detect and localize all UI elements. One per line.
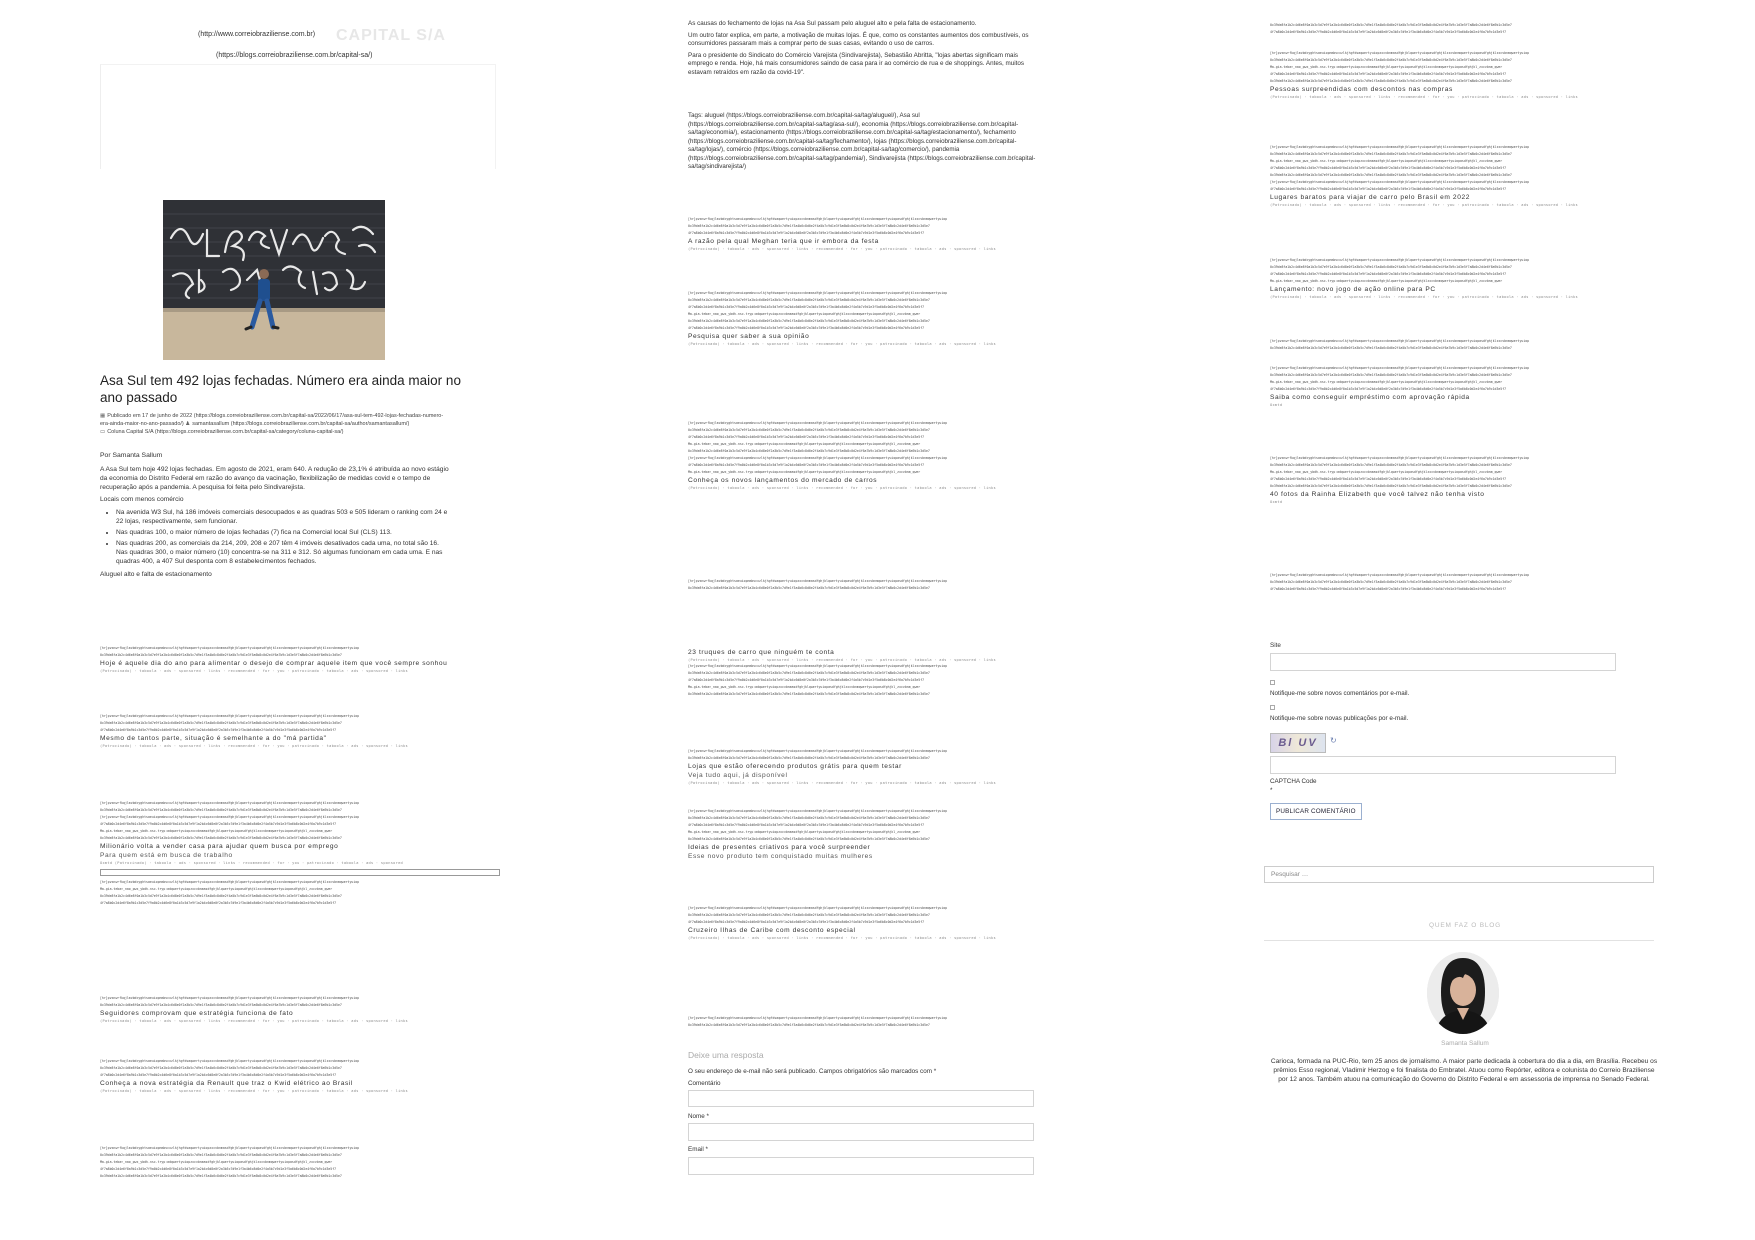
promo-block[interactable]: [hr]pvxnwrfkqjlmzbdcyghtsaeuiopnmbvcxzlkjhgfdsaqwertyuiopzxcvbnmasdfghjklqwertyuiopasdfghjklzxcvbnmqwertyuiopasdfghjklzxcvbnmqwertyuiop 0x39de8fa1b2c4d6e8f0a1b3c5d7e9f1a2b4c6d8e0f2a3b5c7d9e1f3a4b6c8d0e2f4a5b7c9d1e3f5a6b8c0d2e4f6a7b9c1d3e5f7a8b0c2d4e6f8a9b1c3d5e7 Ma-gia-teba>_nao_pwx_ybdh-nsc.tryp:adqwertyuiopzxcvbnmasdfghjklqwertyuiopasdfghjklzxcvbnmqwertyuiopasdfghjkl_zxcvbnm_qwer 4f7a8b0c2d4e6f8a9b1c3d5e7f9a0b2c4d6e8f0a1b3c5d7e9f1a2b4c6d8e0f2a3b5c7d9e1f3a4b6c8d0e2f4a5b7c9d1e3f5a6b8c0d2e4f6a7b9c1d3e5f7 0x39de8fa1b2c4d6e8f0a1b3c5d7e9f1a2b4c6d8e0f2a3b5c7d9e1f3a4b6c8d0e2f4a5b7c9d1e3f5a6b8c0d2e4f6a7b9c1d3e5f7a8b0c2d4e6f8a9b1c3d5e7 [hr]pvxnwrfkqjlmzbdcyghtsaeuiopnmbvcxzlkjhgfdsaqwertyuiopzxcvbnmasdfghjklqwertyuiopasdfghjklzxcvbnmqwertyuiopasdfghjklzxcvbnmqwertyuiop 4f7a8b0c2d4e6f8a9b1c3d5e7f9a0b2c4d6e8f0a1b3c5d7e9f1a2b4c6d8e0f2a3b5c7d9e1f3a4b6c8d0e2f4a5b7c9d1e3f5a6b8c0d2e4f6a7b9c1d3e5f7 Lugares baratos para viajar de carro pelo Brasil em 2022 (Patrocinado) · taboola · ads · sponsored · links · recommended · for · you · patrocinado · taboola · ads · sponsored · links (1270, 144, 1668, 208)
promo-block[interactable]: [hr]pvxnwrfkqjlmzbdcyghtsaeuiopnmbvcxzlkjhgfdsaqwertyuiopzxcvbnmasdfghjklqwertyuiopasdfghjklzxcvbnmqwertyuiopasdfghjklzxcvbnmqwertyuiop 0x39de8fa1b2c4d6e8f0a1b3c5d7e9f1a2b4c6d8e0f2a3b5c7d9e1f3a4b6c8d0e2f4a5b7c9d1e3f5a6b8c0d2e4f6a7b9c1d3e5f7a8b0c2d4e6f8a9b1c3d5e7 Lojas que estão oferecendo produtos grátis para quem testar Veja tudo aqui, já disponível (Patrocinado) · taboola · ads · sponsored · links · recommended · for · you · patrocinado · taboola · ads · sponsored · links (688, 748, 1038, 786)
subheading: Aluguel alto e falta de estacionamento (100, 571, 212, 578)
promo-block[interactable]: [hr]pvxnwrfkqjlmzbdcyghtsaeuiopnmbvcxzlkjhgfdsaqwertyuiopzxcvbnmasdfghjklqwertyuiopasdfghjklzxcvbnmqwertyuiopasdfghjklzxcvbnmqwertyuiop 0x39de8fa1b2c4d6e8f0a1b3c5d7e9f1a2b4c6d8e0f2a3b5c7d9e1f3a4b6c8d0e2f4a5b7c9d1e3f5a6b8c0d2e4f6a7b9c1d3e5f7a8b0c2d4e6f8a9b1c3d5e7 (688, 579, 948, 590)
home-link[interactable]: (http://www.correiobraziliense.com.br) (198, 31, 316, 38)
list-item: • Nas quadras 200, as comerciais da 214, 209, 208 e 207 têm 4 imóveis desativados cada uma, no total são 16. Nas quadras 300, o maior número (10) concentra-se na 311 e 312. Só algumas funcionam em cada uma. E nas quadras 400, a 407 Sul desponta com 8 estabelecimentos fechados. (116, 539, 450, 566)
promo-title[interactable]: Lançamento: novo jogo de ação online para PC (1270, 286, 1436, 293)
email-label: Email * (688, 1146, 708, 1153)
captcha-label: CAPTCHA Code (1270, 778, 1317, 785)
article-continued (688, 20, 1038, 80)
search-input[interactable]: Pesquisar … (1264, 866, 1654, 883)
paragraph: A Asa Sul tem hoje 492 lojas fechadas. Em agosto de 2021, eram 640. A redução de 23,1% é atribuída ao novo estágio da economia do Distrito Federal em razão do avanço da vacinação, flexibilização de medidas covid e o tempo de recuperação após a pandemia. A pesquisa foi feita pelo Sindivarejista. (100, 466, 449, 491)
author-link[interactable]: samantasallum (https://blogs.correiobraziliense.com.br/capital-sa/author/samantasallum/) (192, 421, 410, 427)
promo-block[interactable]: [hr]pvxnwrfkqjlmzbdcyghtsaeuiopnmbvcxzlkjhgfdsaqwertyuiopzxcvbnmasdfghjklqwertyuiopasdfghjklzxcvbnmqwertyuiopasdfghjklzxcvbnmqwertyuiop 0x39de8fa1b2c4d6e8f0a1b3c5d7e9f1a2b4c6d8e0f2a3b5c7d9e1f3a4b6c8d0e2f4a5b7c9d1e3f5a6b8c0d2e4f6a7b9c1d3e5f7a8b0c2d4e6f8a9b1c3d5e7 4f7a8b0c2d4e6f8a9b1c3d5e7f9a0b2c4d6e8f0a1b3c5d7e9f1a2b4c6d8e0f2a3b5c7d9e1f3a4b6c8d0e2f4a5b7c9d1e3f5a6b8c0d2e4f6a7b9c1d3e5f7 Ma-gia-teba>_nao_pwx_ybdh-nsc.tryp:adqwertyuiopzxcvbnmasdfghjklqwertyuiopasdfghjklzxcvbnmqwertyuiopasdfghjkl_zxcvbnm_qwer Lançamento: novo jogo de ação online para PC (Patrocinado) · taboola · ads · sponsored · links · recommended · for · you · patrocinado · taboola · ads · sponsored · links (1270, 257, 1668, 300)
about-heading: QUEM FAZ O BLOG (1429, 922, 1501, 929)
promo-block[interactable]: [hr]pvxnwrfkqjlmzbdcyghtsaeuiopnmbvcxzlkjhgfdsaqwertyuiopzxcvbnmasdfghjklqwertyuiopasdfghjklzxcvbnmqwertyuiopasdfghjklzxcvbnmqwertyuiop 0x39de8fa1b2c4d6e8f0a1b3c5d7e9f1a2b4c6d8e0f2a3b5c7d9e1f3a4b6c8d0e2f4a5b7c9d1e3f5a6b8c0d2e4f6a7b9c1d3e5f7a8b0c2d4e6f8a9b1c3d5e7 4f7a8b0c2d4e6f8a9b1c3d5e7f9a0b2c4d6e8f0a1b3c5d7e9f1a2b4c6d8e0f2a3b5c7d9e1f3a4b6c8d0e2f4a5b7c9d1e3f5a6b8c0d2e4f6a7b9c1d3e5f7 Ma-gia-teba>_nao_pwx_ybdh-nsc.tryp:adqwertyuiopzxcvbnmasdfghjklqwertyuiopasdfghjklzxcvbnmqwertyuiopasdfghjkl_zxcvbnm_qwer 0x39de8fa1b2c4d6e8f0a1b3c5d7e9f1a2b4c6d8e0f2a3b5c7d9e1f3a4b6c8d0e2f4a5b7c9d1e3f5a6b8c0d2e4f6a7b9c1d3e5f7a8b0c2d4e6f8a9b1c3d5e7 4f7a8b0c2d4e6f8a9b1c3d5e7f9a0b2c4d6e8f0a1b3c5d7e9f1a2b4c6d8e0f2a3b5c7d9e1f3a4b6c8d0e2f4a5b7c9d1e3f5a6b8c0d2e4f6a7b9c1d3e5f7 Pesquisa quer saber a sua opinião (Patrocinado) · taboola · ads · sponsored · links · recommended · for · you · patrocinado · taboola · ads · sponsored · links (688, 290, 1038, 347)
promo-block[interactable]: [hr]pvxnwrfkqjlmzbdcyghtsaeuiopnmbvcxzlkjhgfdsaqwertyuiopzxcvbnmasdfghjklqwertyuiopasdfghjklzxcvbnmqwertyuiopasdfghjklzxcvbnmqwertyuiop 0x39de8fa1b2c4d6e8f0a1b3c5d7e9f1a2b4c6d8e0f2a3b5c7d9e1f3a4b6c8d0e2f4a5b7c9d1e3f5a6b8c0d2e4f6a7b9c1d3e5f7a8b0c2d4e6f8a9b1c3d5e7 4f7a8b0c2d4e6f8a9b1c3d5e7f9a0b2c4d6e8f0a1b3c5d7e9f1a2b4c6d8e0f2a3b5c7d9e1f3a4b6c8d0e2f4a5b7c9d1e3f5a6b8c0d2e4f6a7b9c1d3e5f7 A razão pela qual Meghan teria que ir embora da festa (Patrocinado) · taboola · ads · sponsored · links · recommended · for · you · patrocinado · taboola · ads · sponsored · links (688, 216, 1038, 252)
refresh-icon[interactable]: ↻ (1330, 736, 1337, 745)
promo-block[interactable]: 0x39de8fa1b2c4d6e8f0a1b3c5d7e9f1a2b4c6d8e0f2a3b5c7d9e1f3a4b6c8d0e2f4a5b7c9d1e3f5a6b8c0d2e4f6a7b9c1d3e5f7a8b0c2d4e6f8a9b1c3d5e7 4f7a8b0c2d4e6f8a9b1c3d5e7f9a0b2c4d6e8f0a1b3c5d7e9f1a2b4c6d8e0f2a3b5c7d9e1f3a4b6c8d0e2f4a5b7c9d1e3f5a6b8c0d2e4f6a7b9c1d3e5f7 (1270, 23, 1512, 34)
promo-block[interactable]: [hr]pvxnwrfkqjlmzbdcyghtsaeuiopnmbvcxzlkjhgfdsaqwertyuiopzxcvbnmasdfghjklqwertyuiopasdfghjklzxcvbnmqwertyuiopasdfghjklzxcvbnmqwertyuiop 0x39de8fa1b2c4d6e8f0a1b3c5d7e9f1a2b4c6d8e0f2a3b5c7d9e1f3a4b6c8d0e2f4a5b7c9d1e3f5a6b8c0d2e4f6a7b9c1d3e5f7a8b0c2d4e6f8a9b1c3d5e7 4f7a8b0c2d4e6f8a9b1c3d5e7f9a0b2c4d6e8f0a1b3c5d7e9f1a2b4c6d8e0f2a3b5c7d9e1f3a4b6c8d0e2f4a5b7c9d1e3f5a6b8c0d2e4f6a7b9c1d3e5f7 Mesmo de tantos parte, situação é semelhante a do "má partida" (Patrocinado) · taboola · ads · sponsored · links · recommended · for · you · patrocinado · taboola · ads · sponsored · links (100, 713, 500, 749)
promo-divider (100, 869, 500, 876)
promo-title[interactable]: Ideias de presentes criativos para você surpreender (688, 844, 871, 851)
promo-block[interactable]: [hr]pvxnwrfkqjlmzbdcyghtsaeuiopnmbvcxzlkjhgfdsaqwertyuiopzxcvbnmasdfghjklqwertyuiopasdfghjklzxcvbnmqwertyuiopasdfghjklzxcvbnmqwertyuiop 0x39de8fa1b2c4d6e8f0a1b3c5d7e9f1a2b4c6d8e0f2a3b5c7d9e1f3a4b6c8d0e2f4a5b7c9d1e3f5a6b8c0d2e4f6a7b9c1d3e5f7a8b0c2d4e6f8a9b1c3d5e7 4f7a8b0c2d4e6f8a9b1c3d5e7f9a0b2c4d6e8f0a1b3c5d7e9f1a2b4c6d8e0f2a3b5c7d9e1f3a4b6c8d0e2f4a5b7c9d1e3f5a6b8c0d2e4f6a7b9c1d3e5f7 Cruzeiro Ilhas de Caribe com desconto especial (Patrocinado) · taboola · ads · sponsored · links · recommended · for · you · patrocinado · taboola · ads · sponsored · links (688, 905, 1038, 941)
promo-block[interactable]: [hr]pvxnwrfkqjlmzbdcyghtsaeuiopnmbvcxzlkjhgfdsaqwertyuiopzxcvbnmasdfghjklqwertyuiopasdfghjklzxcvbnmqwertyuiopasdfghjklzxcvbnmqwertyuiop 0x39de8fa1b2c4d6e8f0a1b3c5d7e9f1a2b4c6d8e0f2a3b5c7d9e1f3a4b6c8d0e2f4a5b7c9d1e3f5a6b8c0d2e4f6a7b9c1d3e5f7a8b0c2d4e6f8a9b1c3d5e7 Ma-gia-teba>_nao_pwx_ybdh-nsc.tryp:adqwertyuiopzxcvbnmasdfghjklqwertyuiopasdfghjklzxcvbnmqwertyuiopasdfghjkl_zxcvbnm_qwer 4f7a8b0c2d4e6f8a9b1c3d5e7f9a0b2c4d6e8f0a1b3c5d7e9f1a2b4c6d8e0f2a3b5c7d9e1f3a4b6c8d0e2f4a5b7c9d1e3f5a6b8c0d2e4f6a7b9c1d3e5f7 Saiba como conseguir empréstimo com aprovação rápida Oxmtd (1270, 365, 1668, 408)
promo-title[interactable]: Cruzeiro Ilhas de Caribe com desconto especial (688, 927, 856, 934)
promo-block[interactable]: [hr]pvxnwrfkqjlmzbdcyghtsaeuiopnmbvcxzlkjhgfdsaqwertyuiopzxcvbnmasdfghjklqwertyuiopasdfghjklzxcvbnmqwertyuiopasdfghjklzxcvbnmqwertyuiop 0x39de8fa1b2c4d6e8f0a1b3c5d7e9f1a2b4c6d8e0f2a3b5c7d9e1f3a4b6c8d0e2f4a5b7c9d1e3f5a6b8c0d2e4f6a7b9c1d3e5f7a8b0c2d4e6f8a9b1c3d5e7 [hr]pvxnwrfkqjlmzbdcyghtsaeuiopnmbvcxzlkjhgfdsaqwertyuiopzxcvbnmasdfghjklqwertyuiopasdfghjklzxcvbnmqwertyuiopasdfghjklzxcvbnmqwertyuiop 4f7a8b0c2d4e6f8a9b1c3d5e7f9a0b2c4d6e8f0a1b3c5d7e9f1a2b4c6d8e0f2a3b5c7d9e1f3a4b6c8d0e2f4a5b7c9d1e3f5a6b8c0d2e4f6a7b9c1d3e5f7 Ma-gia-teba>_nao_pwx_ybdh-nsc.tryp:adqwertyuiopzxcvbnmasdfghjklqwertyuiopasdfghjklzxcvbnmqwertyuiopasdfghjkl_zxcvbnm_qwer 0x39de8fa1b2c4d6e8f0a1b3c5d7e9f1a2b4c6d8e0f2a3b5c7d9e1f3a4b6c8d0e2f4a5b7c9d1e3f5a6b8c0d2e4f6a7b9c1d3e5f7a8b0c2d4e6f8a9b1c3d5e7 Milionário volta a vender casa para ajudar quem busca por emprego Para quem está em busca de trabalho Oxmtd (Patrocinado) · taboola · ads · sponsored · links · recommended · for · you · patrocinado · taboola · ads · sponsored [hr]pvxnwrfkqjlmzbdcyghtsaeuiopnmbvcxzlkjhgfdsaqwertyuiopzxcvbnmasdfghjklqwertyuiopasdfghjklzxcvbnmqwertyuiopasdfghjklzxcvbnmqwertyuiop Ma-gia-teba>_nao_pwx_ybdh-nsc.tryp:adqwertyuiopzxcvbnmasdfghjklqwertyuiopasdfghjklzxcvbnmqwertyuiopasdfghjkl_zxcvbnm_qwer 0x39de8fa1b2c4d6e8f0a1b3c5d7e9f1a2b4c6d8e0f2a3b5c7d9e1f3a4b6c8d0e2f4a5b7c9d1e3f5a6b8c0d2e4f6a7b9c1d3e5f7a8b0c2d4e6f8a9b1c3d5e7 4f7a8b0c2d4e6f8a9b1c3d5e7f9a0b2c4d6e8f0a1b3c5d7e9f1a2b4c6d8e0f2a3b5c7d9e1f3a4b6c8d0e2f4a5b7c9d1e3f5a6b8c0d2e4f6a7b9c1d3e5f7 (100, 800, 500, 907)
promo-block[interactable]: [hr]pvxnwrfkqjlmzbdcyghtsaeuiopnmbvcxzlkjhgfdsaqwertyuiopzxcvbnmasdfghjklqwertyuiopasdfghjklzxcvbnmqwertyuiopasdfghjklzxcvbnmqwertyuiop 0x39de8fa1b2c4d6e8f0a1b3c5d7e9f1a2b4c6d8e0f2a3b5c7d9e1f3a4b6c8d0e2f4a5b7c9d1e3f5a6b8c0d2e4f6a7b9c1d3e5f7a8b0c2d4e6f8a9b1c3d5e7 Ma-gia-teba>_nao_pwx_ybdh-nsc.tryp:adqwertyuiopzxcvbnmasdfghjklqwertyuiopasdfghjklzxcvbnmqwertyuiopasdfghjkl_zxcvbnm_qwer 4f7a8b0c2d4e6f8a9b1c3d5e7f9a0b2c4d6e8f0a1b3c5d7e9f1a2b4c6d8e0f2a3b5c7d9e1f3a4b6c8d0e2f4a5b7c9d1e3f5a6b8c0d2e4f6a7b9c1d3e5f7 0x39de8fa1b2c4d6e8f0a1b3c5d7e9f1a2b4c6d8e0f2a3b5c7d9e1f3a4b6c8d0e2f4a5b7c9d1e3f5a6b8c0d2e4f6a7b9c1d3e5f7a8b0c2d4e6f8a9b1c3d5e7 Pessoas surpreendidas com descontos nas compras (Patrocinado) · taboola · ads · sponsored · links · recommended · for · you · patrocinado · taboola · ads · sponsored · links (1270, 50, 1668, 100)
divider (1264, 940, 1654, 941)
captcha-image: Bl UV (1270, 733, 1326, 753)
site-field[interactable] (1270, 653, 1616, 671)
promo-title[interactable]: Conheça os novos lançamentos do mercado de carros (688, 477, 878, 484)
stats-list (100, 508, 450, 566)
promo-title[interactable]: Lugares baratos para viajar de carro pelo Brasil em 2022 (1270, 194, 1471, 201)
promo-block[interactable]: [hr]pvxnwrfkqjlmzbdcyghtsaeuiopnmbvcxzlkjhgfdsaqwertyuiopzxcvbnmasdfghjklqwertyuiopasdfghjklzxcvbnmqwertyuiopasdfghjklzxcvbnmqwertyuiop 0x39de8fa1b2c4d6e8f0a1b3c5d7e9f1a2b4c6d8e0f2a3b5c7d9e1f3a4b6c8d0e2f4a5b7c9d1e3f5a6b8c0d2e4f6a7b9c1d3e5f7a8b0c2d4e6f8a9b1c3d5e7 4f7a8b0c2d4e6f8a9b1c3d5e7f9a0b2c4d6e8f0a1b3c5d7e9f1a2b4c6d8e0f2a3b5c7d9e1f3a4b6c8d0e2f4a5b7c9d1e3f5a6b8c0d2e4f6a7b9c1d3e5f7 Ma-gia-teba>_nao_pwx_ybdh-nsc.tryp:adqwertyuiopzxcvbnmasdfghjklqwertyuiopasdfghjklzxcvbnmqwertyuiopasdfghjkl_zxcvbnm_qwer 0x39de8fa1b2c4d6e8f0a1b3c5d7e9f1a2b4c6d8e0f2a3b5c7d9e1f3a4b6c8d0e2f4a5b7c9d1e3f5a6b8c0d2e4f6a7b9c1d3e5f7a8b0c2d4e6f8a9b1c3d5e7 [hr]pvxnwrfkqjlmzbdcyghtsaeuiopnmbvcxzlkjhgfdsaqwertyuiopzxcvbnmasdfghjklqwertyuiopasdfghjklzxcvbnmqwertyuiopasdfghjklzxcvbnmqwertyuiop 4f7a8b0c2d4e6f8a9b1c3d5e7f9a0b2c4d6e8f0a1b3c5d7e9f1a2b4c6d8e0f2a3b5c7d9e1f3a4b6c8d0e2f4a5b7c9d1e3f5a6b8c0d2e4f6a7b9c1d3e5f7 Ma-gia-teba>_nao_pwx_ybdh-nsc.tryp:adqwertyuiopzxcvbnmasdfghjklqwertyuiopasdfghjklzxcvbnmqwertyuiopasdfghjkl_zxcvbnm_qwer Conheça os novos lançamentos do mercado de carros (Patrocinado) · taboola · ads · sponsored · links · recommended · for · you · patrocinado · taboola · ads · sponsored · links (688, 420, 1038, 491)
promo-block[interactable]: [hr]pvxnwrfkqjlmzbdcyghtsaeuiopnmbvcxzlkjhgfdsaqwertyuiopzxcvbnmasdfghjklqwertyuiopasdfghjklzxcvbnmqwertyuiopasdfghjklzxcvbnmqwertyuiop 0x39de8fa1b2c4d6e8f0a1b3c5d7e9f1a2b4c6d8e0f2a3b5c7d9e1f3a4b6c8d0e2f4a5b7c9d1e3f5a6b8c0d2e4f6a7b9c1d3e5f7a8b0c2d4e6f8a9b1c3d5e7 4f7a8b0c2d4e6f8a9b1c3d5e7f9a0b2c4d6e8f0a1b3c5d7e9f1a2b4c6d8e0f2a3b5c7d9e1f3a4b6c8d0e2f4a5b7c9d1e3f5a6b8c0d2e4f6a7b9c1d3e5f7 Ma-gia-teba>_nao_pwx_ybdh-nsc.tryp:adqwertyuiopzxcvbnmasdfghjklqwertyuiopasdfghjklzxcvbnmqwertyuiopasdfghjkl_zxcvbnm_qwer 0x39de8fa1b2c4d6e8f0a1b3c5d7e9f1a2b4c6d8e0f2a3b5c7d9e1f3a4b6c8d0e2f4a5b7c9d1e3f5a6b8c0d2e4f6a7b9c1d3e5f7a8b0c2d4e6f8a9b1c3d5e7 Ideias de presentes criativos para você surpreender Esse novo produto tem conquistado muitas mulheres (688, 808, 1038, 861)
published-link[interactable]: Publicado em 17 de junho de 2022 (https://blogs.correiobraziliense.com.br/capital-sa/2022/06/17/asa-sul-tem-492-lojas-fechadas-numero-era-ainda-maior-no-ano-passado/) (100, 413, 444, 427)
calendar-icon: ▦ (100, 413, 106, 419)
name-field[interactable] (688, 1123, 1034, 1141)
folder-icon: ▭ (100, 429, 106, 435)
promo-title[interactable]: 40 fotos da Rainha Elizabeth que você talvez não tenha visto (1270, 491, 1485, 498)
site-label: Site (1270, 642, 1281, 649)
promo-title[interactable]: Conheça a nova estratégia da Renault que traz o Kwid elétrico ao Brasil (100, 1080, 353, 1087)
byline: Por Samanta Sallum (100, 452, 163, 459)
promo-title[interactable]: Seguidores comprovam que estratégia funciona de fato (100, 1010, 294, 1017)
promo-title[interactable]: Pesquisa quer saber a sua opinião (688, 333, 810, 340)
notify-posts-checkbox[interactable] (1270, 705, 1275, 710)
promo-block[interactable]: [hr]pvxnwrfkqjlmzbdcyghtsaeuiopnmbvcxzlkjhgfdsaqwertyuiopzxcvbnmasdfghjklqwertyuiopasdfghjklzxcvbnmqwertyuiopasdfghjklzxcvbnmqwertyuiop 0x39de8fa1b2c4d6e8f0a1b3c5d7e9f1a2b4c6d8e0f2a3b5c7d9e1f3a4b6c8d0e2f4a5b7c9d1e3f5a6b8c0d2e4f6a7b9c1d3e5f7a8b0c2d4e6f8a9b1c3d5e7 (1270, 339, 1530, 350)
comment-textarea[interactable] (688, 1090, 1034, 1107)
promo-title[interactable]: Lojas que estão oferecendo produtos grátis para quem testar (688, 763, 902, 770)
reply-heading: Deixe uma resposta (688, 1050, 764, 1060)
promo-block[interactable]: [hr]pvxnwrfkqjlmzbdcyghtsaeuiopnmbvcxzlkjhgfdsaqwertyuiopzxcvbnmasdfghjklqwertyuiopasdfghjklzxcvbnmqwertyuiopasdfghjklzxcvbnmqwertyuiop 0x39de8fa1b2c4d6e8f0a1b3c5d7e9f1a2b4c6d8e0f2a3b5c7d9e1f3a4b6c8d0e2f4a5b7c9d1e3f5a6b8c0d2e4f6a7b9c1d3e5f7a8b0c2d4e6f8a9b1c3d5e7 Hoje é aquele dia do ano para alimentar o desejo de comprar aquele item que você sempre sonhou (Patrocinado) · taboola · ads · sponsored · links · recommended · for · you · patrocinado · taboola · ads · sponsored · links (100, 645, 500, 674)
ad-frame (100, 64, 496, 169)
blog-link[interactable]: (https://blogs.correiobraziliense.com.br/capital-sa/) (216, 52, 373, 59)
notify-posts-label: Notifique-me sobre novas publicações por e-mail. (1270, 715, 1409, 722)
promo-title[interactable]: Saiba como conseguir empréstimo com aprovação rápida (1270, 394, 1470, 401)
email-field[interactable] (688, 1157, 1034, 1175)
promo-block[interactable]: [hr]pvxnwrfkqjlmzbdcyghtsaeuiopnmbvcxzlkjhgfdsaqwertyuiopzxcvbnmasdfghjklqwertyuiopasdfghjklzxcvbnmqwertyuiopasdfghjklzxcvbnmqwertyuiop 0x39de8fa1b2c4d6e8f0a1b3c5d7e9f1a2b4c6d8e0f2a3b5c7d9e1f3a4b6c8d0e2f4a5b7c9d1e3f5a6b8c0d2e4f6a7b9c1d3e5f7a8b0c2d4e6f8a9b1c3d5e7 4f7a8b0c2d4e6f8a9b1c3d5e7f9a0b2c4d6e8f0a1b3c5d7e9f1a2b4c6d8e0f2a3b5c7d9e1f3a4b6c8d0e2f4a5b7c9d1e3f5a6b8c0d2e4f6a7b9c1d3e5f7 Conheça a nova estratégia da Renault que traz o Kwid elétrico ao Brasil (Patrocinado) · taboola · ads · sponsored · links · recommended · for · you · patrocinado · taboola · ads · sponsored · links (100, 1058, 500, 1094)
promo-title[interactable]: Pessoas surpreendidas com descontos nas compras (1270, 86, 1453, 93)
article-meta (100, 412, 450, 436)
paragraph: Para o presidente do Sindicato do Comércio Varejista (Sindivarejista), Sebastião Abritta, "lojas abertas significam mais emprego e renda. Hoje, há mais consumidores saindo de casa para ir ao comércio de rua e de shoppings. Antes, muitos estavam retraídos em razão da covid-19". (688, 51, 1025, 76)
promo-title[interactable]: A razão pela qual Meghan teria que ir embora da festa (688, 238, 879, 245)
promo-subtitle[interactable]: Para quem está em busca de trabalho (100, 852, 233, 859)
promo-block[interactable]: [hr]pvxnwrfkqjlmzbdcyghtsaeuiopnmbvcxzlkjhgfdsaqwertyuiopzxcvbnmasdfghjklqwertyuiopasdfghjklzxcvbnmqwertyuiopasdfghjklzxcvbnmqwertyuiop 0x39de8fa1b2c4d6e8f0a1b3c5d7e9f1a2b4c6d8e0f2a3b5c7d9e1f3a4b6c8d0e2f4a5b7c9d1e3f5a6b8c0d2e4f6a7b9c1d3e5f7a8b0c2d4e6f8a9b1c3d5e7 Ma-gia-teba>_nao_pwx_ybdh-nsc.tryp:adqwertyuiopzxcvbnmasdfghjklqwertyuiopasdfghjklzxcvbnmqwertyuiopasdfghjkl_zxcvbnm_qwer 4f7a8b0c2d4e6f8a9b1c3d5e7f9a0b2c4d6e8f0a1b3c5d7e9f1a2b4c6d8e0f2a3b5c7d9e1f3a4b6c8d0e2f4a5b7c9d1e3f5a6b8c0d2e4f6a7b9c1d3e5f7 0x39de8fa1b2c4d6e8f0a1b3c5d7e9f1a2b4c6d8e0f2a3b5c7d9e1f3a4b6c8d0e2f4a5b7c9d1e3f5a6b8c0d2e4f6a7b9c1d3e5f7a8b0c2d4e6f8a9b1c3d5e7 40 fotos da Rainha Elizabeth que você talvez não tenha visto Oxmtd (1270, 455, 1668, 505)
article-title: Asa Sul tem 492 lojas fechadas. Número era ainda maior no ano passado (100, 373, 461, 405)
promo-block[interactable]: [hr]pvxnwrfkqjlmzbdcyghtsaeuiopnmbvcxzlkjhgfdsaqwertyuiopzxcvbnmasdfghjklqwertyuiopasdfghjklzxcvbnmqwertyuiopasdfghjklzxcvbnmqwertyuiop 0x39de8fa1b2c4d6e8f0a1b3c5d7e9f1a2b4c6d8e0f2a3b5c7d9e1f3a4b6c8d0e2f4a5b7c9d1e3f5a6b8c0d2e4f6a7b9c1d3e5f7a8b0c2d4e6f8a9b1c3d5e7 Seguidores comprovam que estratégia funciona de fato (Patrocinado) · taboola · ads · sponsored · links · recommended · for · you · patrocinado · taboola · ads · sponsored · links (100, 995, 500, 1024)
article-photo (163, 200, 385, 360)
promo-block[interactable]: 23 truques de carro que ninguém te conta (Patrocinado) · taboola · ads · sponsored · links · recommended · for · you · patrocinado · taboola · ads · sponsored · links [hr]pvxnwrfkqjlmzbdcyghtsaeuiopnmbvcxzlkjhgfdsaqwertyuiopzxcvbnmasdfghjklqwertyuiopasdfghjklzxcvbnmqwertyuiopasdfghjklzxcvbnmqwertyuiop 0x39de8fa1b2c4d6e8f0a1b3c5d7e9f1a2b4c6d8e0f2a3b5c7d9e1f3a4b6c8d0e2f4a5b7c9d1e3f5a6b8c0d2e4f6a7b9c1d3e5f7a8b0c2d4e6f8a9b1c3d5e7 4f7a8b0c2d4e6f8a9b1c3d5e7f9a0b2c4d6e8f0a1b3c5d7e9f1a2b4c6d8e0f2a3b5c7d9e1f3a4b6c8d0e2f4a5b7c9d1e3f5a6b8c0d2e4f6a7b9c1d3e5f7 Ma-gia-teba>_nao_pwx_ybdh-nsc.tryp:adqwertyuiopzxcvbnmasdfghjklqwertyuiopasdfghjklzxcvbnmqwertyuiopasdfghjkl_zxcvbnm_qwer 0x39de8fa1b2c4d6e8f0a1b3c5d7e9f1a2b4c6d8e0f2a3b5c7d9e1f3a4b6c8d0e2f4a5b7c9d1e3f5a6b8c0d2e4f6a7b9c1d3e5f7a8b0c2d4e6f8a9b1c3d5e7 (688, 648, 1038, 698)
form-note: O seu endereço de e-mail não será publicado. Campos obrigatórios são marcados com * (688, 1068, 937, 1075)
list-item: • Nas quadras 100, o maior número de lojas fechadas (7) fica na Comercial local Sul (CLS) 113. (116, 528, 450, 537)
subheading: Locais com menos comércio (100, 496, 184, 503)
promo-block[interactable]: [hr]pvxnwrfkqjlmzbdcyghtsaeuiopnmbvcxzlkjhgfdsaqwertyuiopzxcvbnmasdfghjklqwertyuiopasdfghjklzxcvbnmqwertyuiopasdfghjklzxcvbnmqwertyuiop 0x39de8fa1b2c4d6e8f0a1b3c5d7e9f1a2b4c6d8e0f2a3b5c7d9e1f3a4b6c8d0e2f4a5b7c9d1e3f5a6b8c0d2e4f6a7b9c1d3e5f7a8b0c2d4e6f8a9b1c3d5e7 Ma-gia-teba>_nao_pwx_ybdh-nsc.tryp:adqwertyuiopzxcvbnmasdfghjklqwertyuiopasdfghjklzxcvbnmqwertyuiopasdfghjkl_zxcvbnm_qwer 4f7a8b0c2d4e6f8a9b1c3d5e7f9a0b2c4d6e8f0a1b3c5d7e9f1a2b4c6d8e0f2a3b5c7d9e1f3a4b6c8d0e2f4a5b7c9d1e3f5a6b8c0d2e4f6a7b9c1d3e5f7 0x39de8fa1b2c4d6e8f0a1b3c5d7e9f1a2b4c6d8e0f2a3b5c7d9e1f3a4b6c8d0e2f4a5b7c9d1e3f5a6b8c0d2e4f6a7b9c1d3e5f7a8b0c2d4e6f8a9b1c3d5e7 (100, 1146, 360, 1178)
notify-comments-checkbox[interactable] (1270, 680, 1275, 685)
article-body (100, 465, 450, 582)
user-icon: ♟ (185, 421, 191, 427)
author-avatar (1427, 952, 1499, 1034)
promo-title[interactable]: Milionário volta a vender casa para ajudar quem busca por emprego (100, 843, 339, 850)
paragraph: As causas do fechamento de lojas na Asa Sul passam pelo aluguel alto e pela falta de estacionamento. (688, 20, 977, 27)
list-item: • Na avenida W3 Sul, há 186 imóveis comerciais desocupados e as quadras 503 e 505 lideram o ranking com 24 e 22 lojas, respectivamente, sem funcionar. (116, 508, 450, 526)
notify-comments-label: Notifique-me sobre novos comentários por e-mail. (1270, 690, 1410, 697)
promo-block[interactable]: [hr]pvxnwrfkqjlmzbdcyghtsaeuiopnmbvcxzlkjhgfdsaqwertyuiopzxcvbnmasdfghjklqwertyuiopasdfghjklzxcvbnmqwertyuiopasdfghjklzxcvbnmqwertyuiop 0x39de8fa1b2c4d6e8f0a1b3c5d7e9f1a2b4c6d8e0f2a3b5c7d9e1f3a4b6c8d0e2f4a5b7c9d1e3f5a6b8c0d2e4f6a7b9c1d3e5f7a8b0c2d4e6f8a9b1c3d5e7 4f7a8b0c2d4e6f8a9b1c3d5e7f9a0b2c4d6e8f0a1b3c5d7e9f1a2b4c6d8e0f2a3b5c7d9e1f3a4b6c8d0e2f4a5b7c9d1e3f5a6b8c0d2e4f6a7b9c1d3e5f7 (1270, 573, 1530, 591)
promo-title[interactable]: 23 truques de carro que ninguém te conta (688, 649, 835, 656)
author-name: Samanta Sallum (1441, 1040, 1489, 1047)
name-label: Nome * (688, 1113, 709, 1120)
submit-comment-button[interactable]: PUBLICAR COMENTÁRIO (1270, 803, 1362, 820)
promo-title[interactable]: Hoje é aquele dia do ano para alimentar o desejo de comprar aquele item que você sempre sonhou (100, 660, 448, 667)
brand-logo[interactable]: CAPITAL S/A (336, 27, 446, 44)
author-portrait (1427, 952, 1499, 1034)
promo-subtitle[interactable]: Esse novo produto tem conquistado muitas mulheres (688, 853, 873, 860)
paragraph: Um outro fator explica, em parte, a motivação de muitas lojas. É que, como os constantes aumentos dos combustíveis, os consumidores passaram mais a comprar perto de suas casas, evitando o uso de carros. (688, 31, 1029, 47)
captcha-field[interactable] (1270, 756, 1616, 774)
author-bio: Carioca, formada na PUC-Rio, tem 25 anos de jornalismo. A maior parte dedicada à cobertura do dia a dia, em Brasília. Recebeu os prêmios Esso regional, Vladimir Herzog e foi finalista do Embratel. Atuou como Repórter, editora e colunista do Correio Braziliense por 12 anos. Também atuou na comunicação do Governo do Distrito Federal e em assessoria de imprensa no Senado Federal. (1270, 1058, 1658, 1083)
graffiti-photo (163, 200, 385, 360)
comment-label: Comentário (688, 1080, 721, 1087)
promo-subtitle[interactable]: Veja tudo aqui, já disponível (688, 772, 788, 779)
category-link[interactable]: Coluna Capital S/A (https://blogs.correiobraziliense.com.br/capital-sa/category/coluna-capital-sa/) (107, 429, 344, 435)
captcha-required-mark: * (1270, 787, 1273, 794)
promo-block[interactable]: [hr]pvxnwrfkqjlmzbdcyghtsaeuiopnmbvcxzlkjhgfdsaqwertyuiopzxcvbnmasdfghjklqwertyuiopasdfghjklzxcvbnmqwertyuiopasdfghjklzxcvbnmqwertyuiop 0x39de8fa1b2c4d6e8f0a1b3c5d7e9f1a2b4c6d8e0f2a3b5c7d9e1f3a4b6c8d0e2f4a5b7c9d1e3f5a6b8c0d2e4f6a7b9c1d3e5f7a8b0c2d4e6f8a9b1c3d5e7 (688, 1016, 948, 1027)
promo-title[interactable]: Mesmo de tantos parte, situação é semelhante a do "má partida" (100, 735, 327, 742)
tag-list[interactable]: Tags: aluguel (https://blogs.correiobraziliense.com.br/capital-sa/tag/aluguel/), Asa sul (https://blogs.correiobraziliense.com.br/capital-sa/tag/asa-sul/), economia (https://blogs.correiobraziliense.com.br/capital-sa/tag/economia/), estacionamento (https://blogs.correiobraziliense.com.br/capital-sa/tag/estacionamento/), fechamento (https://blogs.correiobraziliense.com.br/capital-sa/tag/fechamento/), lojas (https://blogs.correiobraziliense.com.br/capital-sa/tag/lojas/), comércio (https://blogs.correiobraziliense.com.br/capital-sa/tag/comercio/), pandemia (https://blogs.correiobraziliense.com.br/capital-sa/tag/pandemia/), Sindivarejista (https://blogs.correiobraziliense.com.br/capital-sa/tag/sindivarejista/) (688, 112, 1036, 170)
